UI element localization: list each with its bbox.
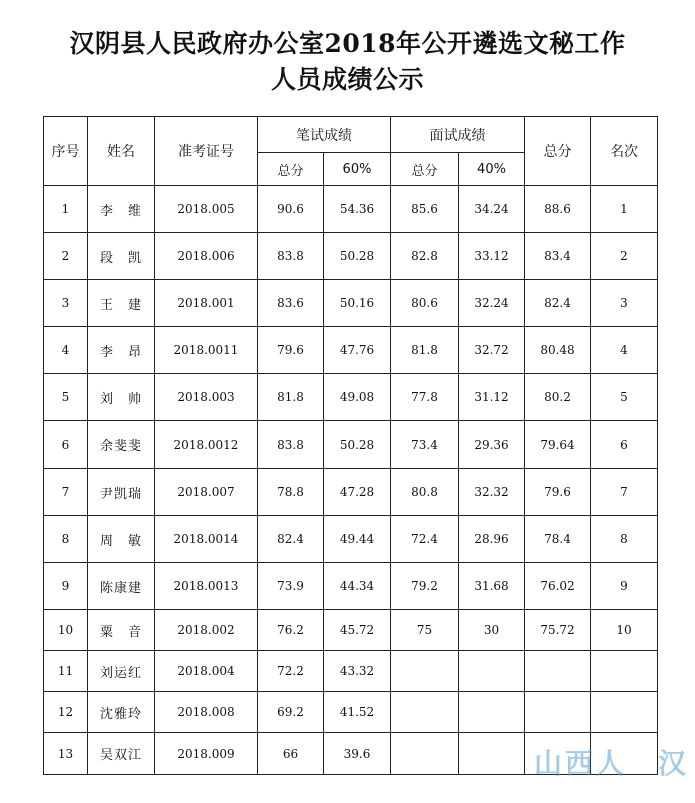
- cell-total: [525, 651, 591, 692]
- cell-rank: 6: [591, 421, 658, 469]
- cell-total: 80.48: [525, 327, 591, 374]
- cell-name: 尹凯瑞: [88, 469, 155, 516]
- cell-exam-id: 2018.0012: [155, 421, 258, 469]
- cell-exam-id: 2018.004: [155, 651, 258, 692]
- cell-seq: 7: [44, 469, 88, 516]
- cell-written-total: 78.8: [258, 469, 324, 516]
- cell-interview-total: 82.8: [391, 233, 459, 280]
- header-total: 总分: [525, 117, 591, 186]
- score-table-body: [44, 186, 658, 775]
- cell-written-60: 39.6: [324, 733, 391, 775]
- cell-interview-40: 32.24: [459, 280, 525, 327]
- cell-written-total: 82.4: [258, 516, 324, 563]
- cell-interview-40: [459, 733, 525, 775]
- cell-interview-40: 28.96: [459, 516, 525, 563]
- cell-exam-id: 2018.007: [155, 469, 258, 516]
- cell-rank: 4: [591, 327, 658, 374]
- cell-written-60: 49.08: [324, 374, 391, 421]
- cell-written-60: 45.72: [324, 610, 391, 651]
- header-written: 笔试成绩: [258, 117, 391, 153]
- cell-written-60: 41.52: [324, 692, 391, 733]
- cell-name: 刘 帅: [88, 374, 155, 421]
- cell-name: 刘运红: [88, 651, 155, 692]
- table-row: [44, 516, 658, 563]
- header-exam-id: 准考证号: [155, 117, 258, 186]
- cell-rank: [591, 651, 658, 692]
- cell-interview-40: 31.12: [459, 374, 525, 421]
- table-row: [44, 421, 658, 469]
- cell-name: 段 凯: [88, 233, 155, 280]
- header-name: 姓名: [88, 117, 155, 186]
- cell-seq: 10: [44, 610, 88, 651]
- cell-interview-total: 73.4: [391, 421, 459, 469]
- cell-written-60: 50.28: [324, 421, 391, 469]
- cell-total: 80.2: [525, 374, 591, 421]
- cell-name: 沈雅玲: [88, 692, 155, 733]
- table-row: [44, 610, 658, 651]
- table-row: [44, 651, 658, 692]
- cell-seq: 13: [44, 733, 88, 775]
- cell-exam-id: 2018.008: [155, 692, 258, 733]
- cell-exam-id: 2018.0011: [155, 327, 258, 374]
- cell-interview-total: 85.6: [391, 186, 459, 233]
- cell-interview-total: 75: [391, 610, 459, 651]
- cell-seq: 2: [44, 233, 88, 280]
- watermark-text: 山西人 汉: [534, 747, 690, 780]
- cell-seq: 6: [44, 421, 88, 469]
- cell-written-60: 54.36: [324, 186, 391, 233]
- cell-seq: 9: [44, 563, 88, 610]
- cell-written-total: 90.6: [258, 186, 324, 233]
- cell-interview-40: [459, 651, 525, 692]
- page-subtitle: 人员成绩公示: [270, 65, 424, 94]
- cell-written-total: 83.8: [258, 421, 324, 469]
- cell-written-total: 83.8: [258, 233, 324, 280]
- cell-written-60: 50.28: [324, 233, 391, 280]
- cell-total: 78.4: [525, 516, 591, 563]
- cell-total: 79.64: [525, 421, 591, 469]
- cell-seq: 8: [44, 516, 88, 563]
- cell-total: 83.4: [525, 233, 591, 280]
- cell-written-60: 47.28: [324, 469, 391, 516]
- header-interview-total: 总分: [391, 153, 459, 186]
- cell-interview-40: 31.68: [459, 563, 525, 610]
- cell-exam-id: 2018.006: [155, 233, 258, 280]
- cell-total: 82.4: [525, 280, 591, 327]
- cell-interview-40: 34.24: [459, 186, 525, 233]
- cell-seq: 4: [44, 327, 88, 374]
- cell-seq: 1: [44, 186, 88, 233]
- cell-name: 余斐斐: [88, 421, 155, 469]
- table-row: [44, 186, 658, 233]
- cell-rank: 3: [591, 280, 658, 327]
- cell-interview-total: 79.2: [391, 563, 459, 610]
- cell-written-60: 49.44: [324, 516, 391, 563]
- cell-interview-40: 32.32: [459, 469, 525, 516]
- watermark-logo: [528, 738, 688, 782]
- cell-rank: 8: [591, 516, 658, 563]
- cell-exam-id: 2018.0014: [155, 516, 258, 563]
- cell-interview-40: 30: [459, 610, 525, 651]
- cell-name: 粟 音: [88, 610, 155, 651]
- cell-written-total: 79.6: [258, 327, 324, 374]
- cell-interview-total: 77.8: [391, 374, 459, 421]
- cell-total: 76.02: [525, 563, 591, 610]
- cell-interview-total: [391, 733, 459, 775]
- cell-exam-id: 2018.005: [155, 186, 258, 233]
- cell-seq: 12: [44, 692, 88, 733]
- cell-name: 王 建: [88, 280, 155, 327]
- cell-rank: 2: [591, 233, 658, 280]
- cell-written-60: 43.32: [324, 651, 391, 692]
- cell-written-total: 76.2: [258, 610, 324, 651]
- cell-seq: 11: [44, 651, 88, 692]
- cell-exam-id: 2018.003: [155, 374, 258, 421]
- header-seq: 序号: [44, 117, 88, 186]
- header-interview-pct: 40%: [459, 153, 525, 186]
- cell-interview-40: 33.12: [459, 233, 525, 280]
- table-row: [44, 563, 658, 610]
- cell-rank: 9: [591, 563, 658, 610]
- header-interview: 面试成绩: [391, 117, 525, 153]
- score-table: [43, 116, 658, 775]
- table-row: [44, 469, 658, 516]
- cell-interview-total: 80.6: [391, 280, 459, 327]
- cell-written-total: 81.8: [258, 374, 324, 421]
- table-row: [44, 327, 658, 374]
- cell-rank: 5: [591, 374, 658, 421]
- cell-interview-total: 72.4: [391, 516, 459, 563]
- cell-written-60: 47.76: [324, 327, 391, 374]
- cell-interview-total: 81.8: [391, 327, 459, 374]
- cell-name: 周 敏: [88, 516, 155, 563]
- cell-total: 88.6: [525, 186, 591, 233]
- cell-exam-id: 2018.0013: [155, 563, 258, 610]
- cell-written-total: 69.2: [258, 692, 324, 733]
- table-row: [44, 374, 658, 421]
- cell-total: 79.6: [525, 469, 591, 516]
- cell-rank: 10: [591, 610, 658, 651]
- cell-interview-40: 29.36: [459, 421, 525, 469]
- cell-interview-total: 80.8: [391, 469, 459, 516]
- table-row: [44, 280, 658, 327]
- header-written-pct: 60%: [324, 153, 391, 186]
- cell-rank: 1: [591, 186, 658, 233]
- cell-name: 李 昂: [88, 327, 155, 374]
- cell-total: 75.72: [525, 610, 591, 651]
- cell-interview-total: [391, 651, 459, 692]
- cell-interview-total: [391, 692, 459, 733]
- cell-exam-id: 2018.002: [155, 610, 258, 651]
- cell-written-total: 66: [258, 733, 324, 775]
- cell-written-total: 73.9: [258, 563, 324, 610]
- cell-written-total: 72.2: [258, 651, 324, 692]
- header-rank: 名次: [591, 117, 658, 186]
- cell-name: 李 维: [88, 186, 155, 233]
- page-title: 汉阴县人民政府办公室2018年公开遴选文秘工作: [69, 29, 626, 58]
- cell-seq: 5: [44, 374, 88, 421]
- cell-written-60: 50.16: [324, 280, 391, 327]
- cell-rank: [591, 692, 658, 733]
- cell-written-60: 44.34: [324, 563, 391, 610]
- cell-name: 吴双江: [88, 733, 155, 775]
- cell-written-total: 83.6: [258, 280, 324, 327]
- table-row: [44, 692, 658, 733]
- cell-rank: 7: [591, 469, 658, 516]
- cell-seq: 3: [44, 280, 88, 327]
- table-row: [44, 233, 658, 280]
- cell-name: 陈康建: [88, 563, 155, 610]
- cell-exam-id: 2018.009: [155, 733, 258, 775]
- cell-interview-40: [459, 692, 525, 733]
- cell-exam-id: 2018.001: [155, 280, 258, 327]
- header-written-total: 总分: [258, 153, 324, 186]
- cell-interview-40: 32.72: [459, 327, 525, 374]
- cell-total: [525, 692, 591, 733]
